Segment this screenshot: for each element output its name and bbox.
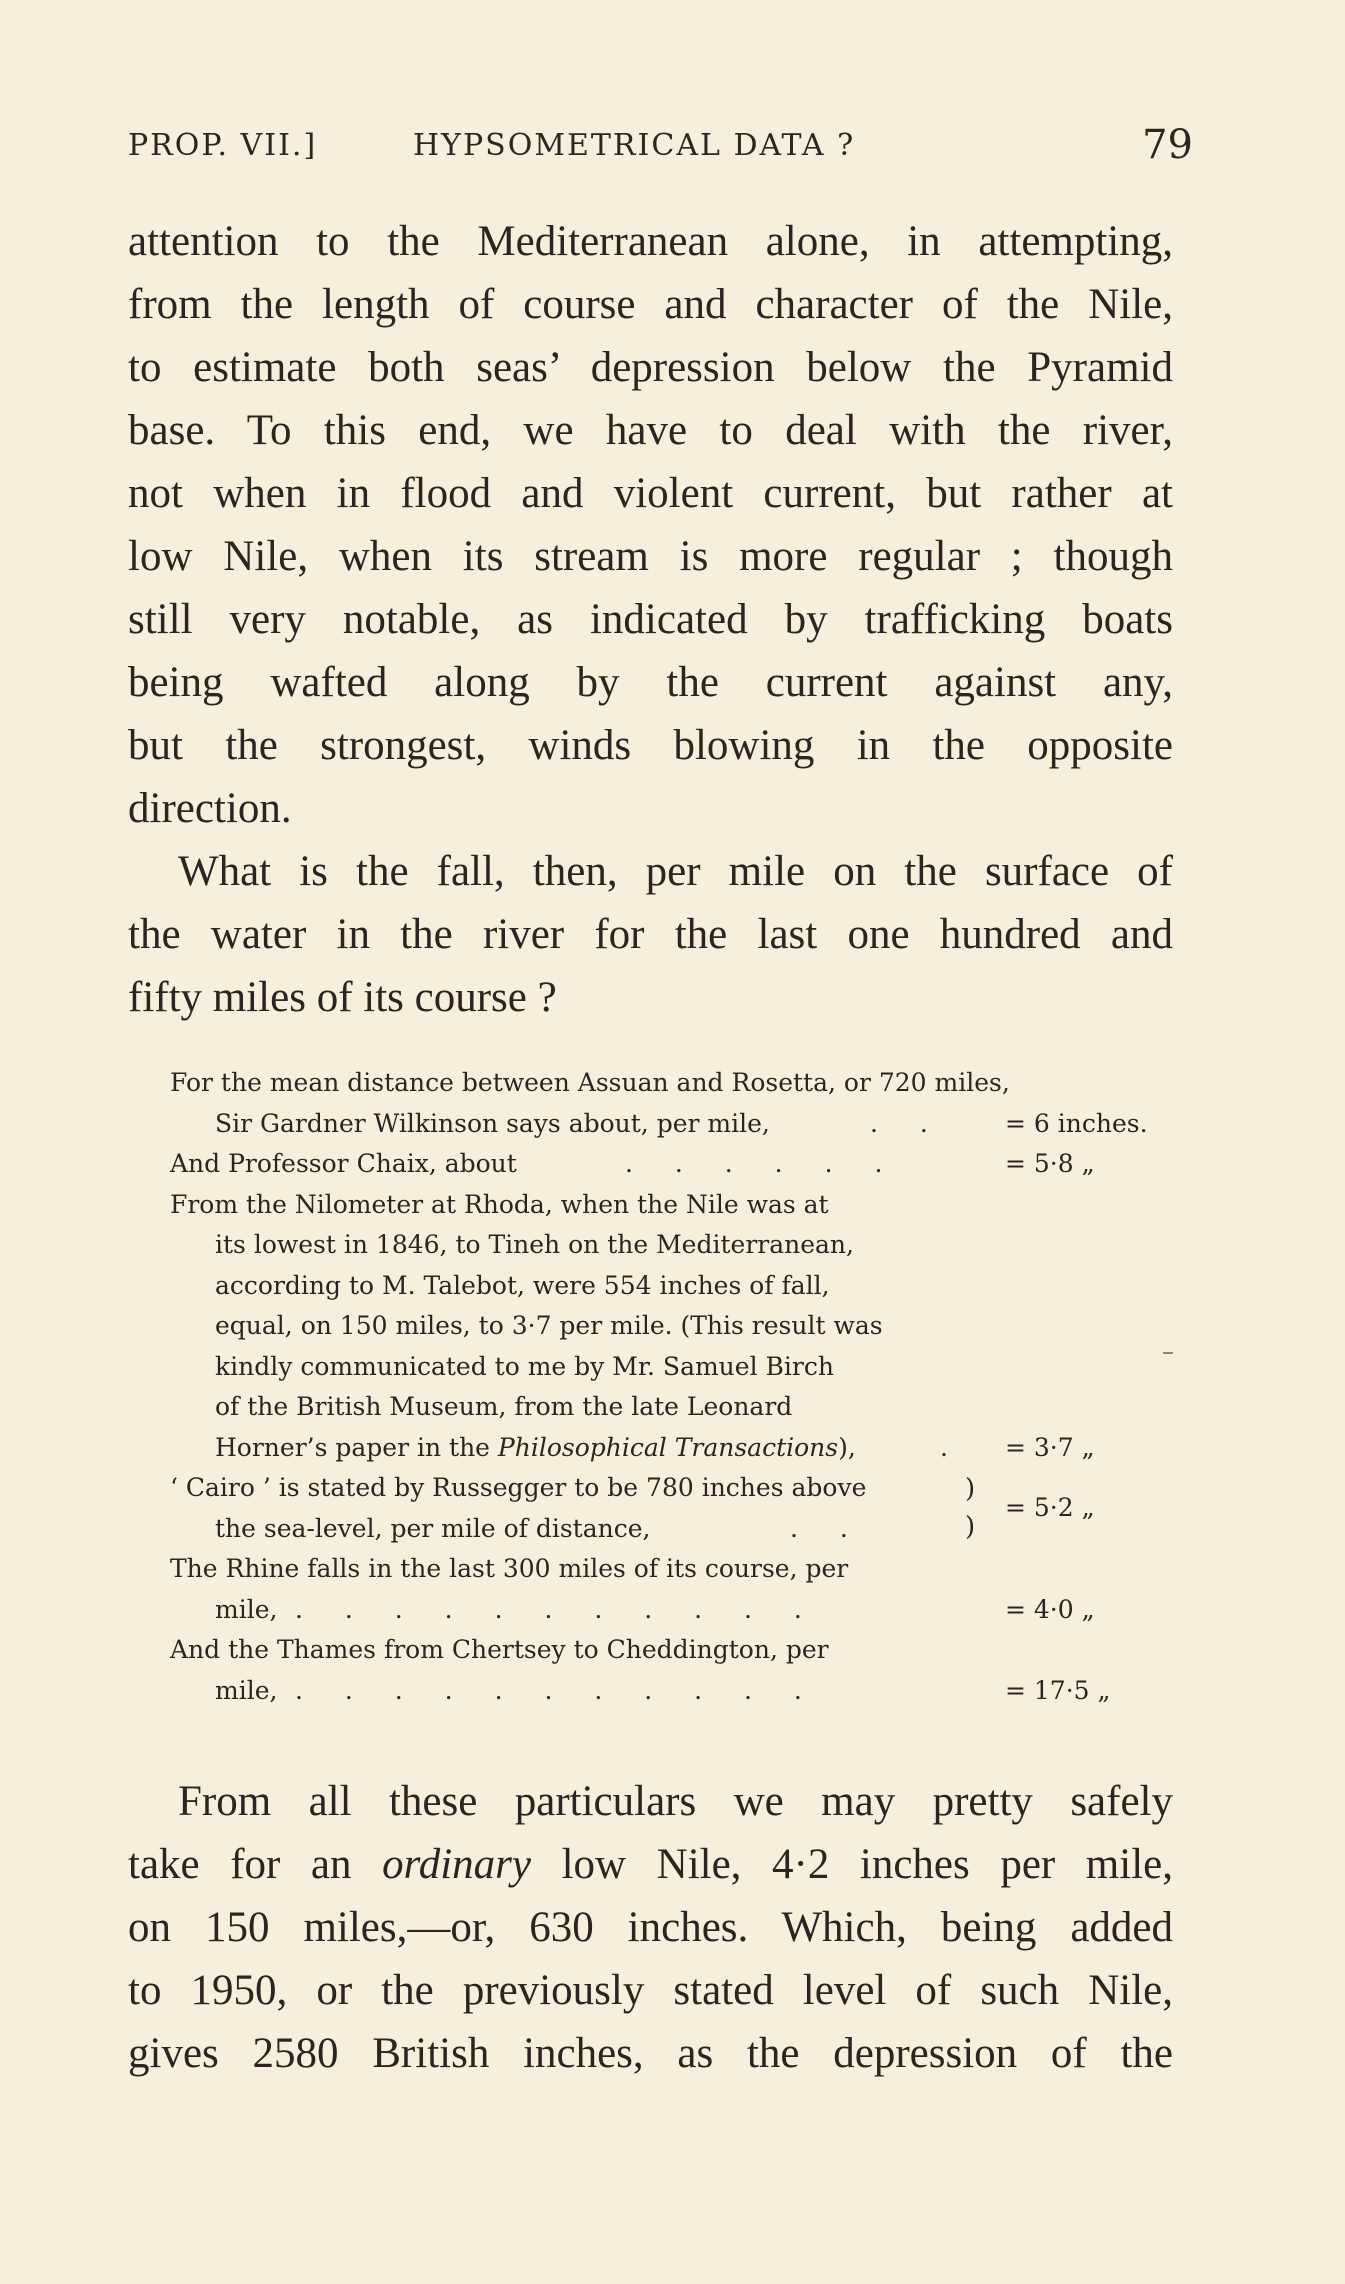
table-row (170, 1428, 1180, 1469)
paragraph-text-part: low Nile, 4·2 inches per mile, (530, 1841, 1173, 1888)
emphasis: ordinary (382, 1841, 531, 1888)
table-row (170, 1225, 1180, 1266)
paragraph-3 (128, 1770, 1173, 2085)
table-text: Sir Gardner Wilkinson says about, per mile, (215, 1108, 770, 1138)
paragraph-line: on 150 miles,—or, 630 inches. Which, being added (128, 1904, 1173, 1951)
table-leader-dots: . . . . . . (625, 1149, 900, 1178)
table-leader-dots: . (940, 1432, 965, 1462)
paragraph-line: base. To this end, we have to deal with the river, (128, 407, 1173, 454)
table-text: the sea-level, per mile of distance, (215, 1513, 651, 1543)
table-text: And Professor Chaix, about (170, 1149, 517, 1178)
table-row (170, 1144, 1180, 1185)
paragraph-line: being wafted along by the current against any, (128, 659, 1173, 706)
paragraph-line (128, 1833, 1173, 1896)
table-row (170, 1063, 1180, 1104)
table-text: according to M. Talebot, were 554 inches of fall, (215, 1270, 830, 1300)
table-row (170, 1104, 1180, 1145)
table-text: ‘ Cairo ’ is stated by Russegger to be 780 inches above (170, 1473, 867, 1502)
table-row (170, 1347, 1180, 1388)
paragraph-line: What is the fall, then, per mile on the surface of (178, 848, 1173, 895)
table-row (170, 1387, 1180, 1428)
table-text: mile, (215, 1675, 278, 1705)
table-leader-dots: . . . . . . . . . . . (295, 1675, 819, 1705)
table-leader-dots: . . (790, 1513, 865, 1543)
table-value: = 17·5 „ (1005, 1675, 1111, 1705)
table-value: = 6 inches. (1005, 1108, 1148, 1138)
table-row (170, 1590, 1180, 1631)
table-text: mile, (215, 1594, 278, 1624)
paragraph-line: not when in flood and violent current, but rather at (128, 470, 1173, 517)
table-text: equal, on 150 miles, to 3·7 per mile. (This result was (215, 1311, 883, 1340)
braced-rows (170, 1468, 1180, 1549)
paragraph-line: but the strongest, winds blowing in the opposite (128, 722, 1173, 769)
fall-data-table (170, 1063, 1180, 1711)
table-text (215, 1428, 856, 1469)
table-value: = 5·2 „ (1005, 1493, 1095, 1522)
right-brace: ) ) (965, 1474, 976, 1542)
paragraph-line: From all these particulars we may pretty safely (178, 1778, 1173, 1825)
paragraph-line: direction. (128, 785, 292, 832)
paragraph-1 (128, 210, 1173, 840)
table-text-part: ), (838, 1432, 856, 1462)
running-head-title: HYPSOMETRICAL DATA ? (413, 128, 856, 163)
table-row (170, 1266, 1180, 1307)
table-text-part: Horner’s paper in the (215, 1432, 498, 1462)
table-value: = 3·7 „ (1005, 1432, 1095, 1462)
table-leader-dots: . . . . . . . . . . . (295, 1594, 819, 1624)
paragraph-2 (128, 840, 1173, 1029)
table-text: And the Thames from Chertsey to Cheddington, per (170, 1635, 829, 1664)
paragraph-line: to 1950, or the previously stated level of such Nile, (128, 1967, 1173, 2014)
paragraph-line: gives 2580 British inches, as the depression of the (128, 2030, 1173, 2077)
margin-mark (1163, 1352, 1173, 1354)
paragraph-line: still very notable, as indicated by trafficking boats (128, 596, 1173, 643)
running-head (128, 122, 1193, 178)
paragraph-line: the water in the river for the last one hundred and (128, 911, 1173, 958)
paragraph-line: fifty miles of its course ? (128, 974, 557, 1021)
table-text: kindly communicated to me by Mr. Samuel Birch (215, 1351, 834, 1381)
table-row (170, 1185, 1180, 1226)
table-row (170, 1671, 1180, 1712)
table-value: = 5·8 „ (1005, 1149, 1095, 1178)
table-leader-dots: . . (870, 1108, 945, 1138)
table-text: of the British Museum, from the late Leonard (215, 1392, 793, 1421)
page-number: 79 (1142, 122, 1193, 168)
table-row (170, 1306, 1180, 1347)
paragraph-line: from the length of course and character of the Nile, (128, 281, 1173, 328)
paragraph-line: to estimate both seas’ depression below the Pyramid (128, 344, 1173, 391)
journal-title: Philosophical Transactions (497, 1432, 839, 1462)
table-text: The Rhine falls in the last 300 miles of its course, per (170, 1554, 849, 1583)
paragraph-line: low Nile, when its stream is more regular ; though (128, 533, 1173, 580)
table-text: From the Nilometer at Rhoda, when the Nile was at (170, 1189, 829, 1219)
table-text: its lowest in 1846, to Tineh on the Mediterranean, (215, 1230, 854, 1259)
paragraph-line: attention to the Mediterranean alone, in attempting, (128, 218, 1173, 265)
table-text: For the mean distance between Assuan and Rosetta, or 720 miles, (170, 1068, 1010, 1097)
table-row (170, 1549, 1180, 1590)
table-value: = 4·0 „ (1005, 1594, 1095, 1624)
paragraph-text-part: take for an (128, 1841, 383, 1888)
table-row (170, 1630, 1180, 1671)
running-head-section: PROP. VII.] (128, 128, 318, 163)
